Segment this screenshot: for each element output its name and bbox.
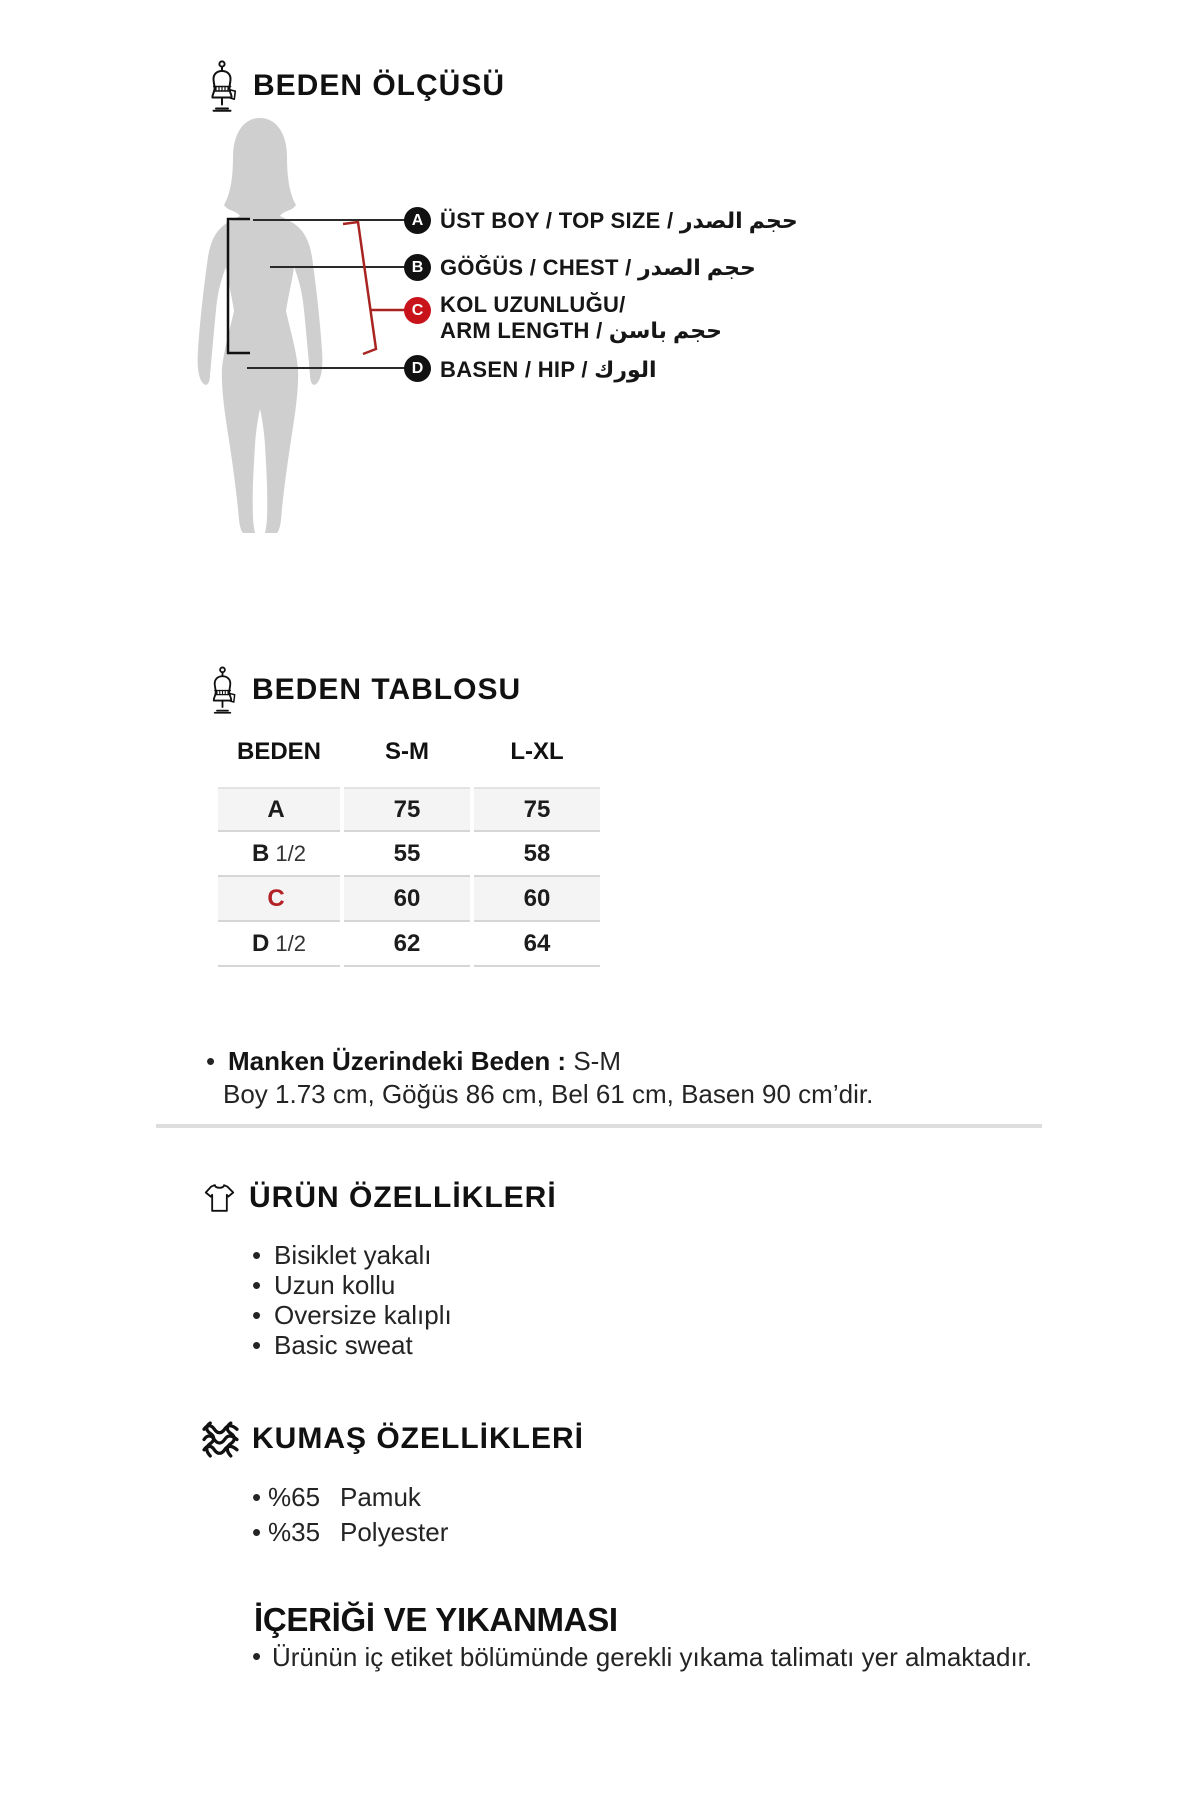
value-cell: 75 bbox=[474, 787, 600, 832]
care-title: İÇERİĞİ VE YIKANMASI bbox=[254, 1601, 618, 1638]
column-header-sm: S-M bbox=[385, 738, 429, 765]
fabric-percent: %35 bbox=[268, 1517, 321, 1547]
marker-d bbox=[404, 355, 431, 382]
label-chest: GÖĞÜS / CHEST / حجم الصدر bbox=[440, 255, 756, 280]
product-features-title: ÜRÜN ÖZELLİKLERİ bbox=[249, 1181, 557, 1214]
list-item bbox=[252, 1330, 452, 1360]
mannequin-icon bbox=[206, 665, 239, 715]
fabric-features-header bbox=[202, 1416, 584, 1462]
bullet-icon: • bbox=[252, 1482, 262, 1512]
bullet-icon: • bbox=[252, 1300, 262, 1330]
size-table-header bbox=[206, 663, 521, 717]
fabric-features-list bbox=[252, 1480, 448, 1550]
care-info bbox=[252, 1641, 1062, 1674]
value-cell: 60 bbox=[474, 877, 600, 922]
list-item bbox=[252, 1240, 452, 1270]
value-cell: 75 bbox=[344, 787, 470, 832]
table-row bbox=[218, 832, 598, 877]
label-top-size: ÜST BOY / TOP SIZE / حجم الصدر bbox=[440, 208, 798, 233]
marker-b bbox=[404, 254, 431, 281]
label-hip: BASEN / HIP / الورك bbox=[440, 357, 657, 382]
row-suffix: 1/2 bbox=[275, 840, 306, 866]
fabric-percent: %65 bbox=[268, 1482, 321, 1512]
row-letter: C bbox=[267, 884, 285, 912]
fabric-weave-icon bbox=[202, 1421, 239, 1458]
model-size-line bbox=[206, 1045, 873, 1078]
model-measurements: Boy 1.73 cm, Göğüs 86 cm, Bel 61 cm, Basen 90 cm’dir. bbox=[223, 1079, 874, 1109]
bullet-icon: • bbox=[252, 1641, 262, 1671]
list-item bbox=[252, 1515, 448, 1550]
label-arm-length-line1: KOL UZUNLUĞU/ bbox=[440, 292, 626, 317]
value-cell: 55 bbox=[344, 832, 470, 877]
size-table bbox=[218, 787, 598, 967]
marker-a-letter: A bbox=[411, 211, 424, 229]
row-label-cell bbox=[218, 877, 340, 922]
model-size-label: Manken Üzerindeki Beden : bbox=[228, 1046, 567, 1076]
marker-b-letter: B bbox=[411, 258, 424, 276]
row-letter: A bbox=[267, 795, 285, 823]
row-label-cell bbox=[218, 787, 340, 832]
bullet-icon: • bbox=[252, 1240, 262, 1270]
model-info bbox=[206, 1045, 873, 1111]
marker-c-letter: C bbox=[411, 301, 424, 319]
row-letter: B bbox=[252, 839, 270, 867]
care-text: Ürünün iç etiket bölümünde gerekli yıkama talimatı yer almaktadır. bbox=[272, 1642, 1033, 1672]
fabric-name: Polyester bbox=[340, 1517, 449, 1547]
product-features-header bbox=[203, 1176, 557, 1220]
model-size-text bbox=[228, 1045, 621, 1078]
row-label-cell bbox=[218, 922, 340, 967]
marker-a bbox=[404, 207, 431, 234]
section-divider bbox=[156, 1124, 1042, 1128]
table-row bbox=[218, 787, 598, 832]
feature-text: Basic sweat bbox=[274, 1330, 413, 1360]
mannequin-icon bbox=[204, 59, 240, 113]
bullet-icon: • bbox=[252, 1270, 262, 1300]
feature-text: Oversize kalıplı bbox=[274, 1300, 452, 1330]
column-header-lxl: L-XL bbox=[510, 738, 564, 765]
fabric-name: Pamuk bbox=[340, 1482, 421, 1512]
body-silhouette bbox=[198, 118, 323, 533]
bullet-icon: • bbox=[252, 1330, 262, 1360]
marker-d-letter: D bbox=[411, 359, 424, 377]
arm-length-bracket bbox=[343, 222, 376, 354]
table-row bbox=[218, 877, 598, 922]
size-guide-title: BEDEN ÖLÇÜSÜ bbox=[253, 69, 506, 102]
value-cell: 64 bbox=[474, 922, 600, 967]
label-arm-length bbox=[440, 292, 722, 344]
value-cell: 60 bbox=[344, 877, 470, 922]
value-cell: 62 bbox=[344, 922, 470, 967]
row-label-cell bbox=[218, 832, 340, 877]
value-cell: 58 bbox=[474, 832, 600, 877]
product-features-list bbox=[252, 1240, 452, 1360]
size-table-title: BEDEN TABLOSU bbox=[252, 673, 522, 706]
list-item bbox=[252, 1641, 1062, 1674]
list-item bbox=[252, 1480, 448, 1515]
size-diagram bbox=[140, 108, 420, 568]
feature-text: Bisiklet yakalı bbox=[274, 1240, 432, 1270]
tshirt-icon bbox=[203, 1182, 236, 1214]
size-table-columns bbox=[218, 738, 598, 766]
list-item bbox=[252, 1300, 452, 1330]
table-row bbox=[218, 922, 598, 967]
fabric-features-title: KUMAŞ ÖZELLİKLERİ bbox=[252, 1422, 584, 1455]
row-suffix: 1/2 bbox=[275, 930, 306, 956]
marker-c bbox=[404, 297, 431, 324]
label-arm-length-line2: ARM LENGTH / حجم باسن bbox=[440, 318, 722, 343]
list-item bbox=[252, 1270, 452, 1300]
bullet-icon: • bbox=[252, 1517, 262, 1547]
row-letter: D bbox=[252, 929, 270, 957]
bullet-icon: • bbox=[206, 1046, 216, 1076]
model-size-value: S-M bbox=[573, 1046, 621, 1076]
feature-text: Uzun kollu bbox=[274, 1270, 396, 1300]
size-guide-header bbox=[204, 58, 505, 114]
column-header-beden: BEDEN bbox=[236, 738, 321, 765]
